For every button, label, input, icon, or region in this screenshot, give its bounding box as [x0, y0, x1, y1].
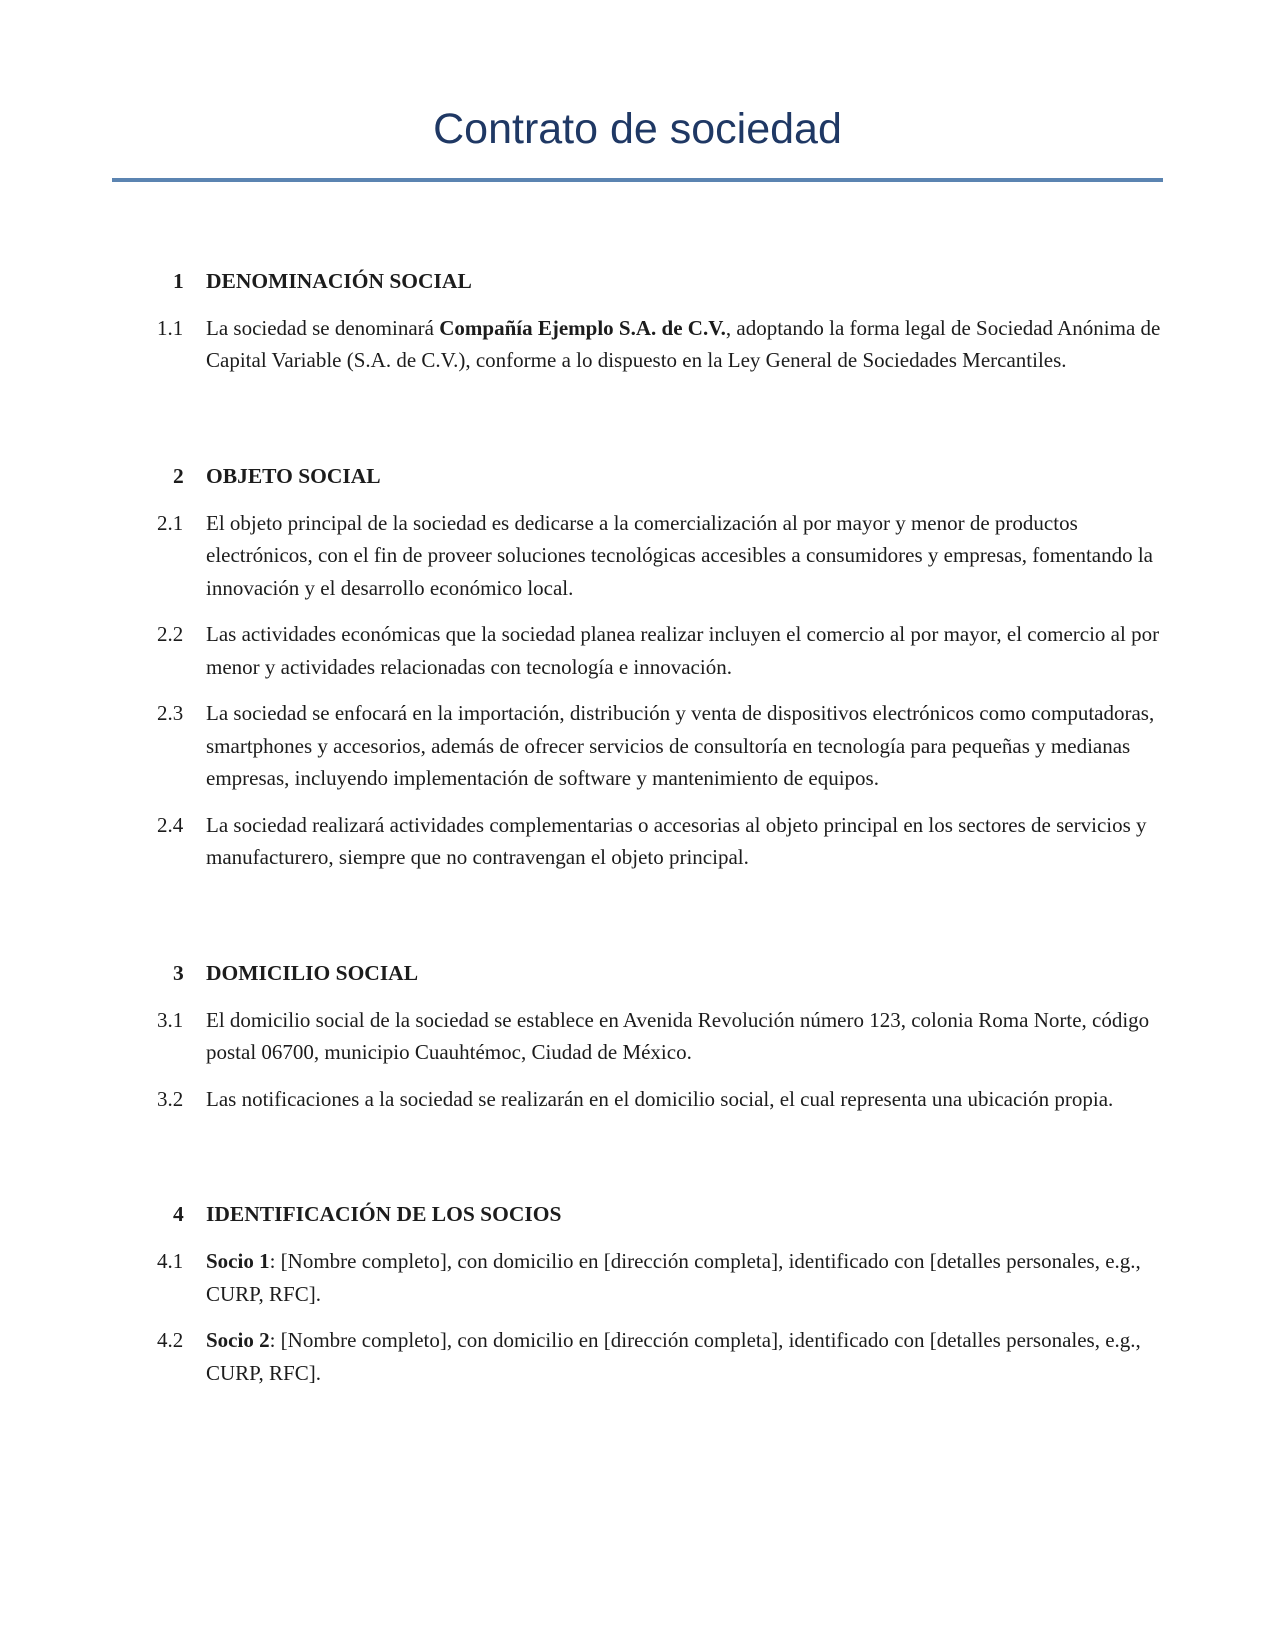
text-run: Las actividades económicas que la sociedad planea realizar incluyen el comercio al por mayor, el comercio al por menor y actividades relacionadas con tecnología e innovación.: [206, 622, 1160, 679]
text-run: : [Nombre completo], con domicilio en [dirección completa], identificado con [detalles personales, e.g., CURP, RFC].: [206, 1249, 1141, 1306]
title-rule: [112, 178, 1163, 182]
heading-label: IDENTIFICACIÓN DE LOS SOCIOS: [206, 1202, 562, 1227]
clause-number: 2.4: [157, 812, 184, 837]
document-title: Contrato de sociedad: [433, 105, 842, 153]
text-run: , adoptando la forma legal de Sociedad Anónima de Capital Variable (S.A. de C.V.), conforme a lo dispuesto en la Ley General de Sociedades Mercantiles.: [206, 315, 1161, 373]
clause-text: [206, 312, 1163, 377]
text-run: La sociedad se enfocará en la importación, distribución y venta de dispositivos electrónicos como computadoras, smartphones y accesorios, además de ofrecer servicios de consultoría en tecnología para pequeñas y medianas empresas, incluyendo implementación de software y mantenimiento de equipos.: [206, 701, 1155, 791]
text-run: La sociedad realizará actividades complementarias o accesorias al objeto principal en los sectores de servicios y manufacturero, siempre que no contravengan el objeto principal.: [206, 812, 1147, 870]
clause-text: [206, 1083, 1163, 1116]
clause-text: [206, 697, 1163, 795]
clause-text: [206, 1245, 1163, 1310]
clause-text: [206, 1004, 1163, 1069]
heading-label: DOMICILIO SOCIAL: [206, 960, 419, 985]
clause: [112, 1324, 1163, 1389]
clause-text: [206, 809, 1163, 874]
heading-label: OBJETO SOCIAL: [206, 463, 381, 488]
clause: [112, 809, 1163, 874]
clause-text: [206, 1324, 1163, 1389]
text-run: : [Nombre completo], con domicilio en [dirección completa], identificado con [detalles personales, e.g., CURP, RFC].: [206, 1328, 1141, 1385]
text-run: Las notificaciones a la sociedad se realizarán en el domicilio social, el cual representa una ubicación propia.: [206, 1086, 1114, 1111]
section-heading: [112, 958, 1163, 988]
clause-number: 2.2: [157, 622, 184, 647]
clause-number: 3.1: [157, 1007, 184, 1032]
section-denominacion-social: [112, 266, 1163, 377]
clause: [112, 312, 1163, 377]
heading-number: 3: [173, 960, 184, 985]
text-run-bold: Compañía Ejemplo S.A. de C.V.: [439, 315, 726, 340]
clause: [112, 618, 1163, 683]
section-heading: [112, 1199, 1163, 1229]
heading-label: DENOMINACIÓN SOCIAL: [206, 268, 472, 293]
clause-number: 1.1: [157, 315, 184, 340]
clause-number: 4.1: [157, 1249, 184, 1274]
clause-number: 2.1: [157, 510, 184, 535]
text-run-bold: Socio 2: [206, 1328, 270, 1353]
clause-text: [206, 618, 1163, 683]
section-identificacion-socios: [112, 1199, 1163, 1389]
clause: [112, 507, 1163, 605]
clause-number: 4.2: [157, 1328, 184, 1353]
heading-number: 2: [173, 463, 184, 488]
clause: [112, 1004, 1163, 1069]
section-heading: [112, 461, 1163, 491]
clause: [112, 1245, 1163, 1310]
text-run: El domicilio social de la sociedad se establece en Avenida Revolución número 123, colonia Roma Norte, código postal 06700, municipio Cuauhtémoc, Ciudad de México.: [206, 1007, 1150, 1065]
heading-number: 4: [173, 1202, 184, 1227]
text-run: La sociedad se denominará: [206, 315, 440, 340]
text-run: El objeto principal de la sociedad es dedicarse a la comercialización al por mayor y menor de productos electrónicos, con el fin de proveer soluciones tecnológicas accesibles a consumidores y empresas, fomentando la innovación y el desarrollo económico local.: [206, 510, 1153, 600]
section-domicilio-social: [112, 958, 1163, 1116]
text-run-bold: Socio 1: [206, 1249, 270, 1274]
clause: [112, 697, 1163, 795]
heading-number: 1: [173, 268, 184, 293]
section-objeto-social: [112, 461, 1163, 874]
section-heading: [112, 266, 1163, 296]
clause-number: 2.3: [157, 701, 184, 726]
clause-text: [206, 507, 1163, 605]
clause: [112, 1083, 1163, 1116]
clause-number: 3.2: [157, 1086, 184, 1111]
